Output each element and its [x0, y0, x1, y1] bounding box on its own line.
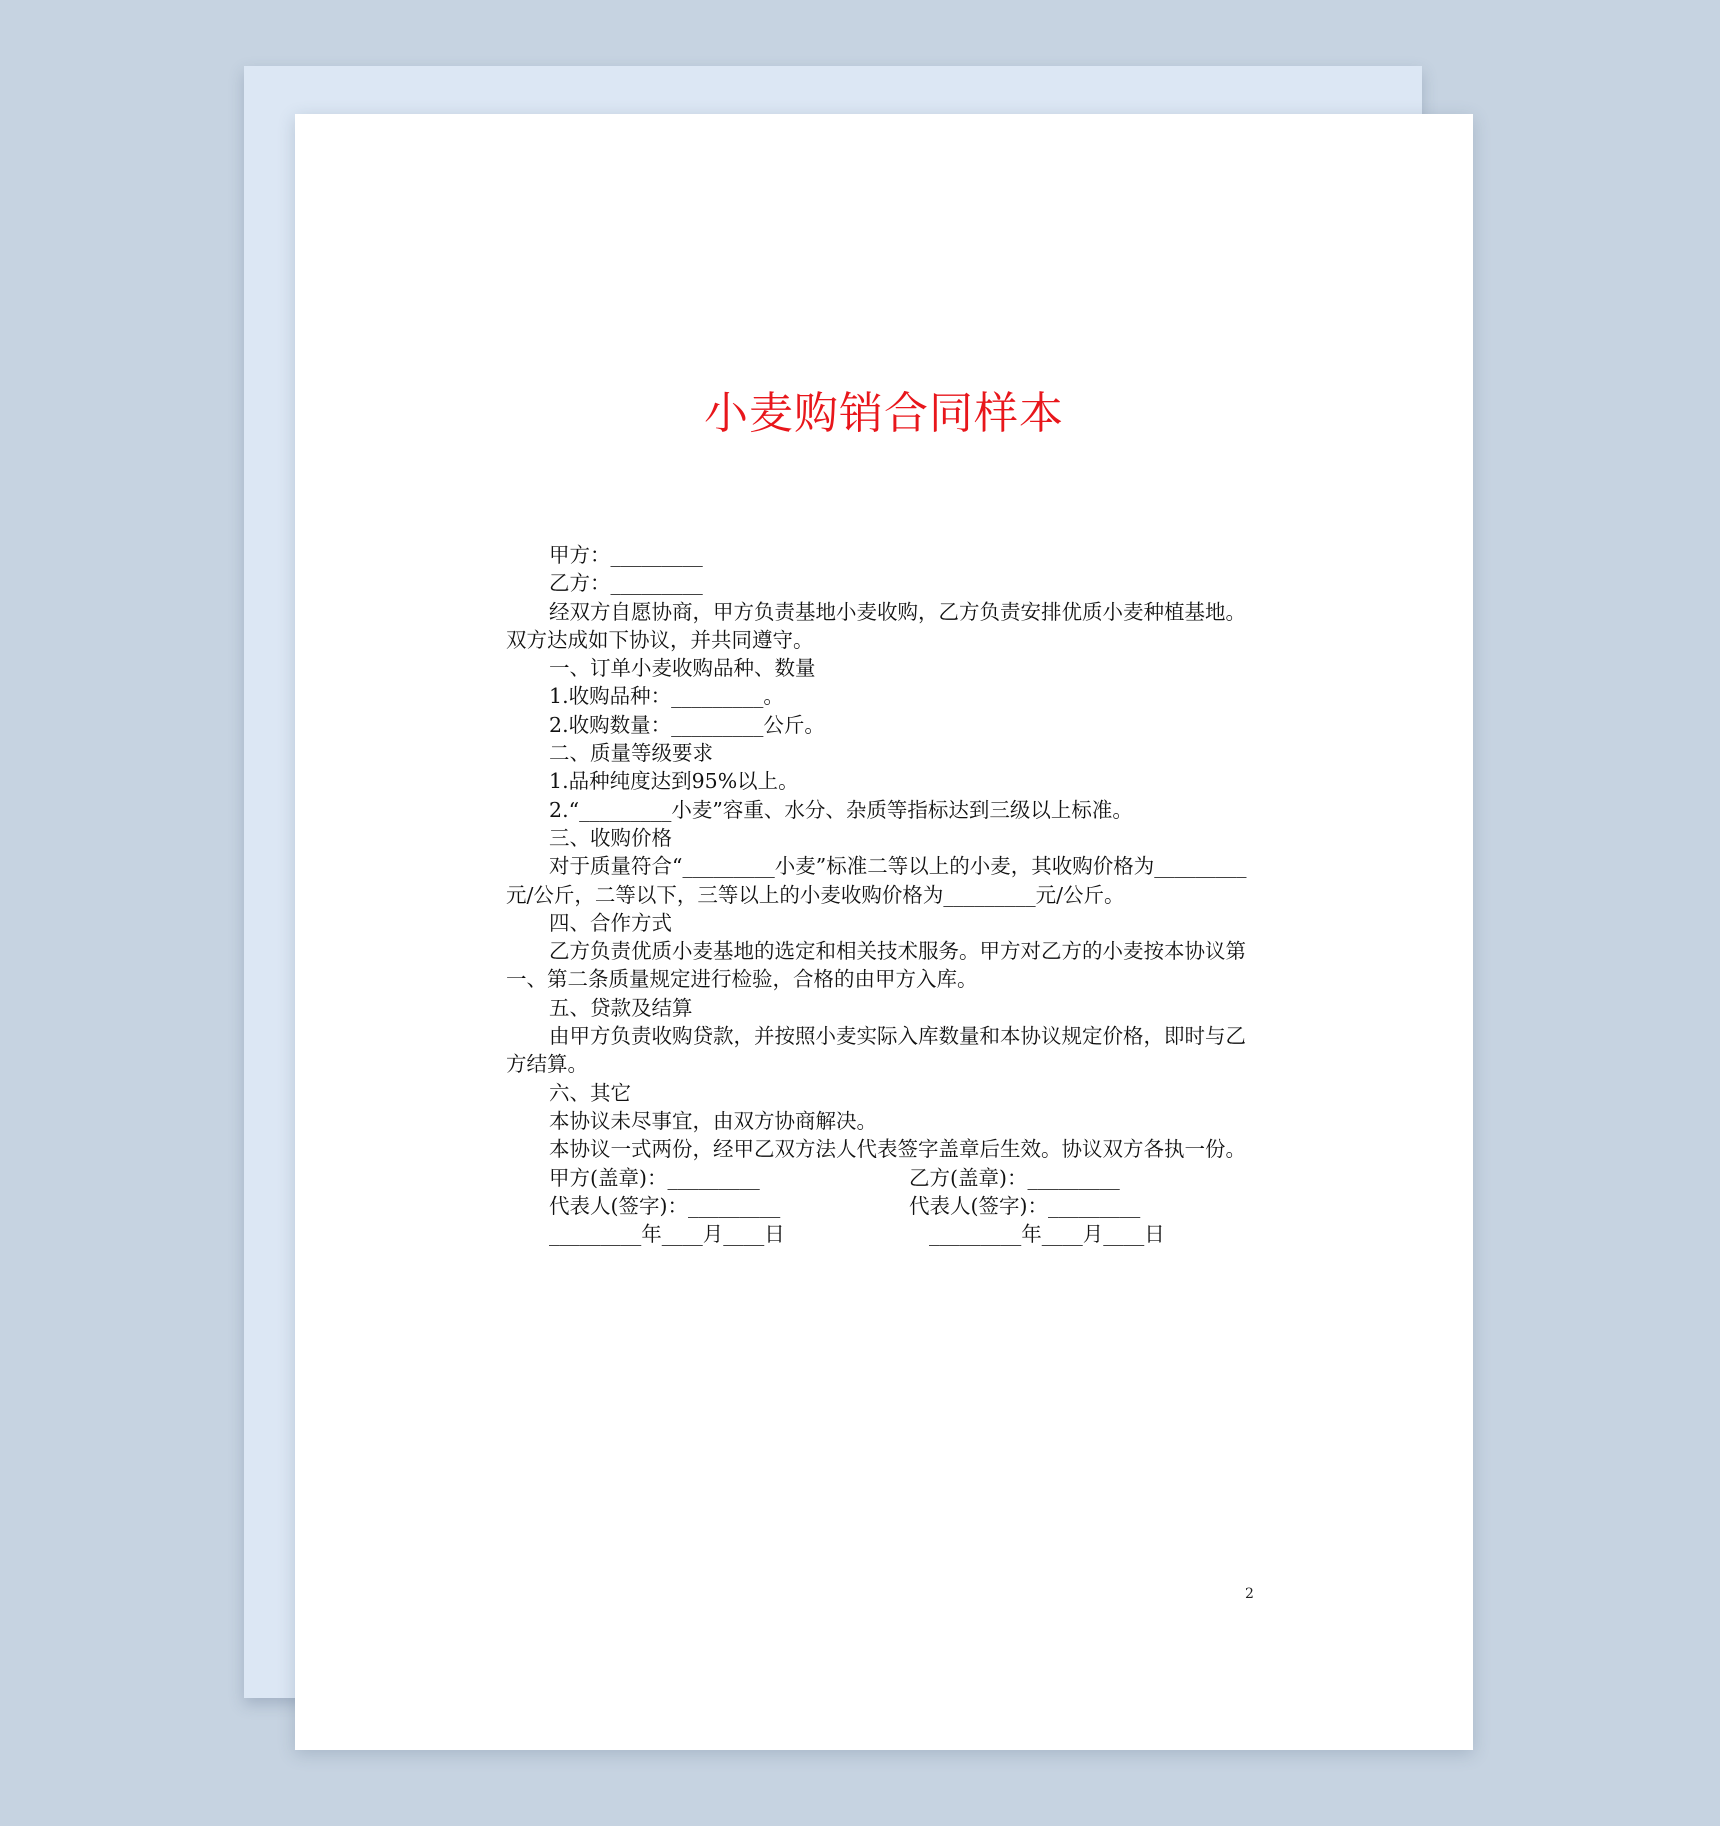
party-b-representative: 代表人(签字)：_________ [909, 1193, 1141, 1218]
signature-row-date [506, 1220, 1252, 1248]
signature-row-rep [506, 1192, 1252, 1220]
clause-6-2: 本协议一式两份，经甲乙双方法人代表签字盖章后生效。协议双方各执一份。 [549, 1137, 1247, 1162]
page-number: 2 [1245, 1586, 1254, 1602]
clause-2-1: 1.品种纯度达到95%以上。 [549, 769, 799, 794]
party-a-date: _________年____月____日 [549, 1222, 785, 1247]
clause-1-1: 1.收购品种：_________。 [549, 684, 784, 709]
section-heading-3: 三、收购价格 [549, 825, 673, 850]
clause-5: 由甲方负责收购贷款，并按照小麦实际入库数量和本协议规定价格，即时与乙方结算。 [506, 1024, 1247, 1077]
section-heading-4: 四、合作方式 [549, 910, 673, 935]
contract-body [506, 541, 1252, 1248]
clause-2-2: 2.“_________小麦”容重、水分、杂质等指标达到三级以上标准。 [549, 797, 1133, 822]
party-a-seal: 甲方(盖章)：_________ [549, 1165, 760, 1190]
clause-3: 对于质量符合“_________小麦”标准二等以上的小麦，其收购价格为_________元/公斤，二等以下，三等以上的小麦收购价格为_________元/公斤。 [506, 854, 1247, 907]
document-title: 小麦购销合同样本 [704, 388, 1064, 439]
signature-row-seal [506, 1164, 1252, 1192]
clause-1-2: 2.收购数量：_________公斤。 [549, 712, 825, 737]
section-heading-6: 六、其它 [549, 1080, 632, 1105]
party-a-representative: 代表人(签字)：_________ [549, 1193, 781, 1218]
intro-paragraph: 经双方自愿协商，甲方负责基地小麦收购，乙方负责安排优质小麦种植基地。双方达成如下协议，并共同遵守。 [506, 599, 1247, 652]
party-a-line: 甲方：_________ [549, 543, 703, 567]
party-b-line: 乙方：_________ [549, 571, 703, 596]
section-heading-2: 二、质量等级要求 [549, 741, 714, 766]
document-page [295, 114, 1473, 1750]
clause-4: 乙方负责优质小麦基地的选定和相关技术服务。甲方对乙方的小麦按本协议第一、第二条质量规定进行检验，合格的由甲方入库。 [506, 939, 1247, 992]
clause-6-1: 本协议未尽事宜，由双方协商解决。 [549, 1108, 878, 1133]
party-b-seal: 乙方(盖章)：_________ [909, 1165, 1120, 1190]
section-heading-5: 五、贷款及结算 [549, 995, 693, 1020]
party-b-date: _________年____月____日 [929, 1222, 1165, 1247]
section-heading-1: 一、订单小麦收购品种、数量 [549, 656, 816, 681]
